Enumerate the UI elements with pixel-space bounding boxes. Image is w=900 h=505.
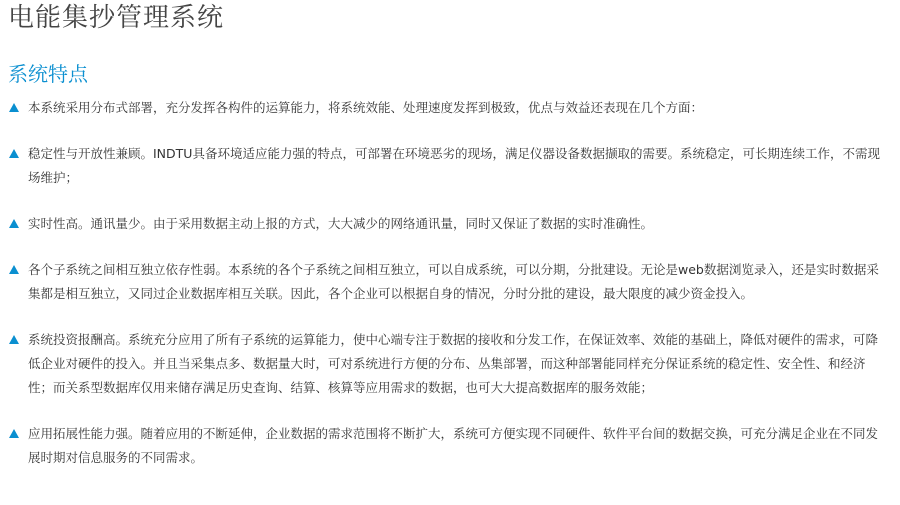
feature-list (8, 96, 890, 470)
triangle-bullet-icon (9, 429, 19, 438)
feature-text: 实时性高。通讯量少。由于采用数据主动上报的方式，大大减少的网络通讯量，同时又保证了数据的实时准确性。 (28, 216, 654, 231)
section-title: 系统特点 (8, 62, 88, 86)
feature-text: 应用拓展性能力强。随着应用的不断延伸，企业数据的需求范围将不断扩大，系统可方便实现不同硬件、软件平台间的数据交换，可充分满足企业在不同发展时期对信息服务的不同需求。 (28, 426, 879, 465)
feature-item (8, 422, 890, 470)
feature-text: 本系统采用分布式部署，充分发挥各构件的运算能力，将系统效能、处理速度发挥到极致，优点与效益还表现在几个方面： (28, 100, 704, 115)
feature-text: 系统投资报酬高。系统充分应用了所有子系统的运算能力，使中心端专注于数据的接收和分发工作，在保证效率、效能的基础上，降低对硬件的需求，可降低企业对硬件的投入。并且当采集点多、数据量大时，可对系统进行方便的分布、丛集部署，而这种部署能同样充分保证系统的稳定性、安全性、和经济性；而关系型数据库仅用来储存满足历史查询、结算、核算等应用需求的数据，也可大大提高数据库的服务效能； (28, 332, 879, 395)
triangle-bullet-icon (9, 335, 19, 344)
feature-text: 各个子系统之间相互独立依存性弱。本系统的各个子系统之间相互独立，可以自成系统，可以分期，分批建设。无论是web数据浏览录入，还是实时数据采集都是相互独立，又同过企业数据库相互关联。因此，各个企业可以根据自身的情况，分时分批的建设，最大限度的减少资金投入。 (28, 262, 879, 301)
feature-item (8, 142, 890, 190)
feature-item (8, 258, 890, 306)
triangle-bullet-icon (9, 219, 19, 228)
feature-item (8, 212, 890, 236)
feature-item (8, 328, 890, 400)
feature-item (8, 96, 890, 120)
feature-text: 稳定性与开放性兼顾。INDTU具备环境适应能力强的特点，可部署在环境恶劣的现场，满足仪器设备数据撷取的需要。系统稳定，可长期连续工作，不需现场维护； (28, 146, 880, 185)
triangle-bullet-icon (9, 265, 19, 274)
triangle-bullet-icon (9, 149, 19, 158)
triangle-bullet-icon (9, 103, 19, 112)
page-title: 电能集抄管理系统 (8, 3, 225, 33)
